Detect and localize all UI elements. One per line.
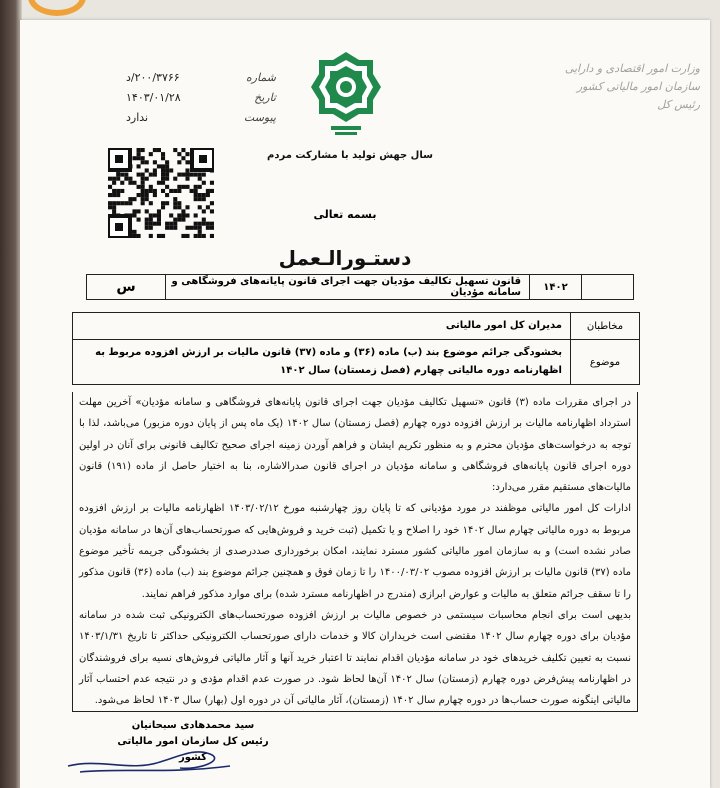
page-title: دستـورالـعمل (278, 246, 412, 270)
header-table (72, 312, 640, 385)
ministry-line: رئیس کل (657, 98, 700, 111)
bismillah: بسمه تعالی (313, 208, 377, 221)
tax-organization-emblem (309, 50, 383, 140)
letter-meta (126, 68, 276, 128)
addressee-row (73, 313, 639, 340)
ministry-header (560, 60, 700, 114)
letter-number: ۲۰۰/۳۷۶۶/د (126, 71, 180, 84)
subject-value: بخشودگی جرائم موضوع بند (ب) ماده (۳۶) و ماده (۳۷) قانون مالیات بر ارزش افزوده مربوط به اظهارنامه دوره مالیاتی چهارم (فصل زمستان) سال ۱۴۰۲ (95, 347, 562, 376)
qr-code (108, 148, 214, 238)
addressee-value: مدیران کل امور مالیاتی (445, 320, 562, 331)
letter-date: ۱۴۰۳/۰۱/۲۸ (126, 91, 181, 104)
handwritten-signature (60, 728, 260, 778)
law-code: س (116, 279, 136, 295)
signatory-role: رئیس کل سازمان امور مالیاتی کشور (117, 736, 269, 763)
photo-edge-shadow (0, 0, 22, 788)
ministry-line: سازمان امور مالیاتی کشور (576, 80, 700, 93)
attachment-value: ندارد (126, 111, 149, 124)
addressee-label: مخاطبان (570, 313, 639, 339)
date-label: تاریخ (254, 91, 276, 104)
year-slogan: سال جهش تولید با مشارکت مردم (267, 150, 433, 161)
body-paragraph: ادارات کل امور مالیاتی موظفند در مورد مؤدیانی که تا پایان روز چهارشنبه مورخ ۱۴۰۳/۰۲/۱۲ اظهارنامه مالیات بر ارزش افزوده مربوط به دوره مالیاتی چهارم سال ۱۴۰۲ خود را اصلاح و یا تکمیل (ثبت خرید و فروش‌هایی که صورتحساب‌های آن‌ها در سامانه مؤدیان صادر نشده است) و به سازمان امور مالیاتی کشور مسترد نمایند، امکان برخورداری صددرصدی از بخشودگی جریمه تأخیر موضوع ماده (۳۷) قانون مالیات بر ارزش افزوده مصوب ۱۴۰۰/۰۳/۰۲ را تا زمان فوق و همچنین جرائم موضوع بند (ب) ماده (۳۶) قانون مذکور را تا سقف جرائم متعلق به مالیات و عوارض ابرازی (مندرج در اظهارنامه مسترد شده) برای موارد مذکور فراهم نمایند. (79, 503, 632, 600)
subject-label: موضوع (570, 340, 639, 384)
app-logo-fragment (28, 0, 86, 16)
law-reference-row (86, 274, 634, 300)
body-paragraph: در اجرای مقررات ماده (۳) قانون «تسهیل تکالیف مؤدیان جهت اجرای قانون پایانه‌های فروشگاهی و سامانه مؤدیان» آخرین مهلت استرداد اظهارنامه مالیات بر ارزش افزوده دوره چهارم (فصل زمستان) سال ۱۴۰۲ (یک ماه پس از پایان دوره مزبور) می‌باشد، لذا با توجه به درخواست‌های مؤدیان محترم و به منظور تکریم ایشان و فراهم آوردن زمینه اجرای صحیح تکالیف قانونی برای آنان در اولین دوره اجرای قانون پایانه‌های فروشگاهی و سامانه مؤدیان در اجرای قانون صدرالاشاره، بنا به اختیار حاصل از ماده (۱۹۱) قانون مالیات‌های مستقیم مقرر می‌دارد: (79, 397, 632, 494)
ministry-line: وزارت امور اقتصادی و دارایی (564, 62, 700, 75)
body-paragraph: بدیهی است برای انجام محاسبات سیستمی در خصوص مالیات بر ارزش افزوده صورتحساب‌های الکترونیکی ثبت شده در سامانه مؤدیان برای دوره چهارم سال ۱۴۰۲ مقتضی است خریداران کالا و خدمات دارای صورتحساب الکترونیکی حداکثر تا تاریخ ۱۴۰۳/۱/۳۱ نسبت به تعیین تکلیف خریدهای خود در سامانه مؤدیان اقدام نمایند تا اعتبار خرید آنها و آثار مالیاتی فروش‌های نسیه برای فروشندگان در اظهارنامه پیش‌فرض دوره چهارم (زمستان) سال ۱۴۰۲ آن‌ها لحاظ شود. در صورت عدم اقدام مؤدی و در نتیجه عدم احتساب آثار مالیاتی اینگونه صورت حساب‌ها در دوره چهارم سال ۱۴۰۲ (زمستان)، آثار مالیاتی آن در دوره اول (بهار) سال ۱۴۰۳ لحاظ می‌شود. (79, 609, 631, 707)
directive-body (72, 392, 638, 712)
law-year: ۱۴۰۲ (529, 275, 581, 299)
signatory-name: سید محمدهادی سبحانیان (131, 720, 255, 731)
number-label: شماره (245, 71, 276, 84)
subject-row (73, 340, 639, 384)
law-title: قانون تسهیل تکالیف مؤدیان جهت اجرای قانون پایانه‌های فروشگاهی و سامانه مؤدیان (165, 275, 529, 299)
attachment-label: پیوست (243, 111, 276, 124)
law-empty-cell (581, 275, 633, 299)
